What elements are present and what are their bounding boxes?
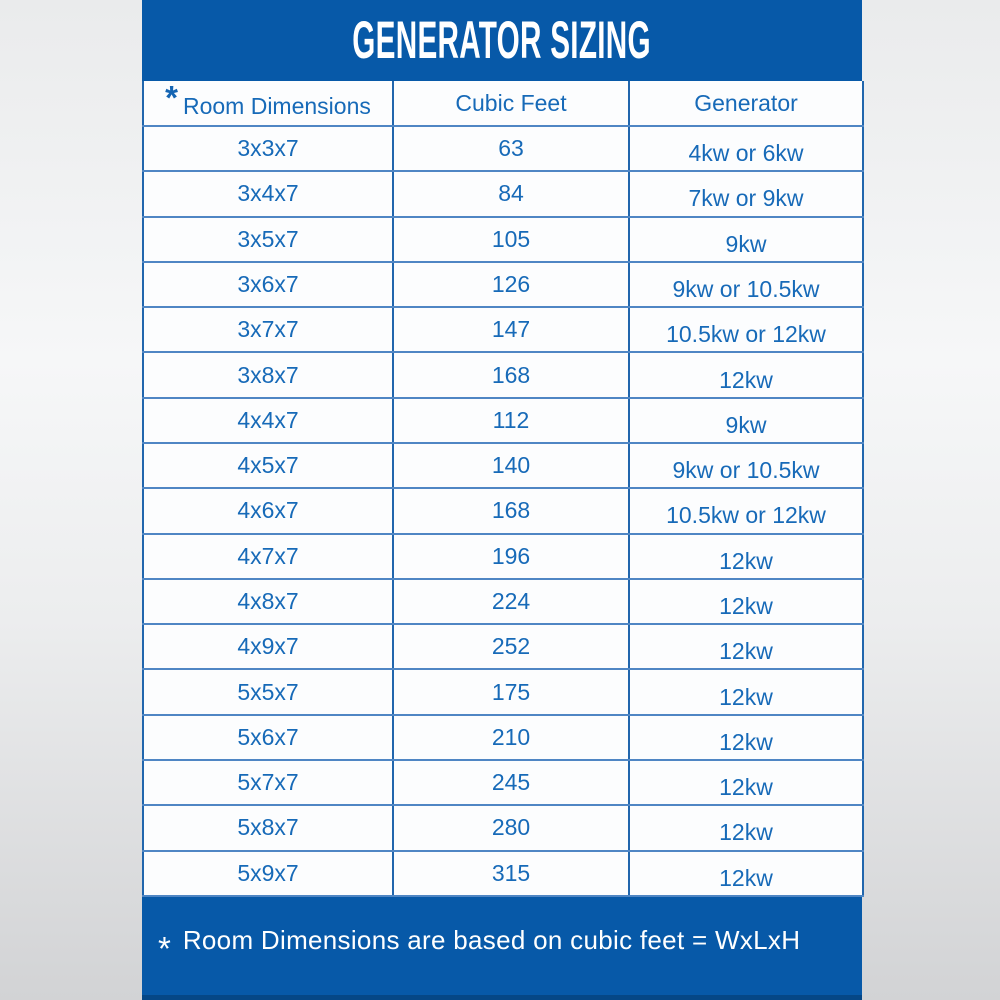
cubic-feet-header: Cubic Feet	[393, 81, 629, 126]
room-dimensions-header-label: Room Dimensions	[182, 93, 371, 119]
room-cell: 3x6x7	[143, 262, 393, 307]
table-row	[143, 488, 863, 533]
generator-cell: 10.5kw or 12kw	[629, 307, 863, 352]
table-row	[143, 262, 863, 307]
generator-cell: 12kw	[629, 352, 863, 397]
room-cell: 5x8x7	[143, 805, 393, 850]
sizing-table	[142, 81, 864, 897]
room-cell: 5x5x7	[143, 669, 393, 714]
asterisk-icon: *	[165, 81, 178, 116]
cubic-feet-cell: 245	[393, 760, 629, 805]
table-row	[143, 579, 863, 624]
generator-cell: 4kw or 6kw	[629, 126, 863, 171]
table-body	[143, 126, 863, 896]
cubic-feet-cell: 175	[393, 669, 629, 714]
generator-cell: 12kw	[629, 669, 863, 714]
generator-cell: 12kw	[629, 534, 863, 579]
table-row	[143, 715, 863, 760]
room-cell: 3x5x7	[143, 217, 393, 262]
cubic-feet-cell: 147	[393, 307, 629, 352]
table-row	[143, 352, 863, 397]
room-cell: 3x4x7	[143, 171, 393, 216]
room-cell: 4x6x7	[143, 488, 393, 533]
cubic-feet-cell: 63	[393, 126, 629, 171]
cubic-feet-cell: 126	[393, 262, 629, 307]
generator-cell: 9kw or 10.5kw	[629, 443, 863, 488]
cubic-feet-cell: 168	[393, 352, 629, 397]
generator-cell: 12kw	[629, 805, 863, 850]
table-row	[143, 669, 863, 714]
cubic-feet-cell: 315	[393, 851, 629, 897]
cubic-feet-cell: 224	[393, 579, 629, 624]
generator-cell: 12kw	[629, 851, 863, 897]
title-band	[142, 0, 862, 81]
room-cell: 4x8x7	[143, 579, 393, 624]
table-header-row	[143, 81, 863, 126]
cubic-feet-cell: 196	[393, 534, 629, 579]
footnote-text: Room Dimensions are based on cubic feet = WxLxH	[182, 925, 801, 955]
generator-header: Generator	[629, 81, 863, 126]
room-cell: 5x9x7	[143, 851, 393, 897]
table-row	[143, 398, 863, 443]
cubic-feet-cell: 210	[393, 715, 629, 760]
room-cell: 3x8x7	[143, 352, 393, 397]
table-row	[143, 307, 863, 352]
table-row	[143, 126, 863, 171]
room-cell: 5x7x7	[143, 760, 393, 805]
sizing-table-container	[142, 81, 862, 897]
table-row	[143, 624, 863, 669]
generator-cell: 7kw or 9kw	[629, 171, 863, 216]
generator-cell: 9kw	[629, 398, 863, 443]
footnote: * Room Dimensions are based on cubic feet = WxLxH	[158, 925, 801, 967]
table-row	[143, 851, 863, 897]
table-row	[143, 171, 863, 216]
cubic-feet-cell: 168	[393, 488, 629, 533]
generator-cell: 12kw	[629, 579, 863, 624]
cubic-feet-cell: 140	[393, 443, 629, 488]
generator-sizing-panel	[142, 0, 862, 1000]
room-cell: 5x6x7	[143, 715, 393, 760]
room-cell: 4x9x7	[143, 624, 393, 669]
generator-cell: 12kw	[629, 715, 863, 760]
room-cell: 3x3x7	[143, 126, 393, 171]
page-title: GENERATOR SIZING	[352, 11, 652, 70]
room-cell: 4x5x7	[143, 443, 393, 488]
cubic-feet-cell: 84	[393, 171, 629, 216]
generator-cell: 12kw	[629, 760, 863, 805]
cubic-feet-cell: 252	[393, 624, 629, 669]
cubic-feet-cell: 105	[393, 217, 629, 262]
panel-bottom-edge	[142, 995, 862, 1000]
generator-cell: 9kw	[629, 217, 863, 262]
table-row	[143, 805, 863, 850]
generator-cell: 10.5kw or 12kw	[629, 488, 863, 533]
generator-cell: 9kw or 10.5kw	[629, 262, 863, 307]
room-cell: 3x7x7	[143, 307, 393, 352]
room-cell: 4x7x7	[143, 534, 393, 579]
generator-cell: 12kw	[629, 624, 863, 669]
cubic-feet-cell: 280	[393, 805, 629, 850]
cubic-feet-cell: 112	[393, 398, 629, 443]
room-cell: 4x4x7	[143, 398, 393, 443]
table-row	[143, 760, 863, 805]
table-row	[143, 217, 863, 262]
table-row	[143, 534, 863, 579]
room-dimensions-header	[143, 81, 393, 126]
table-row	[143, 443, 863, 488]
